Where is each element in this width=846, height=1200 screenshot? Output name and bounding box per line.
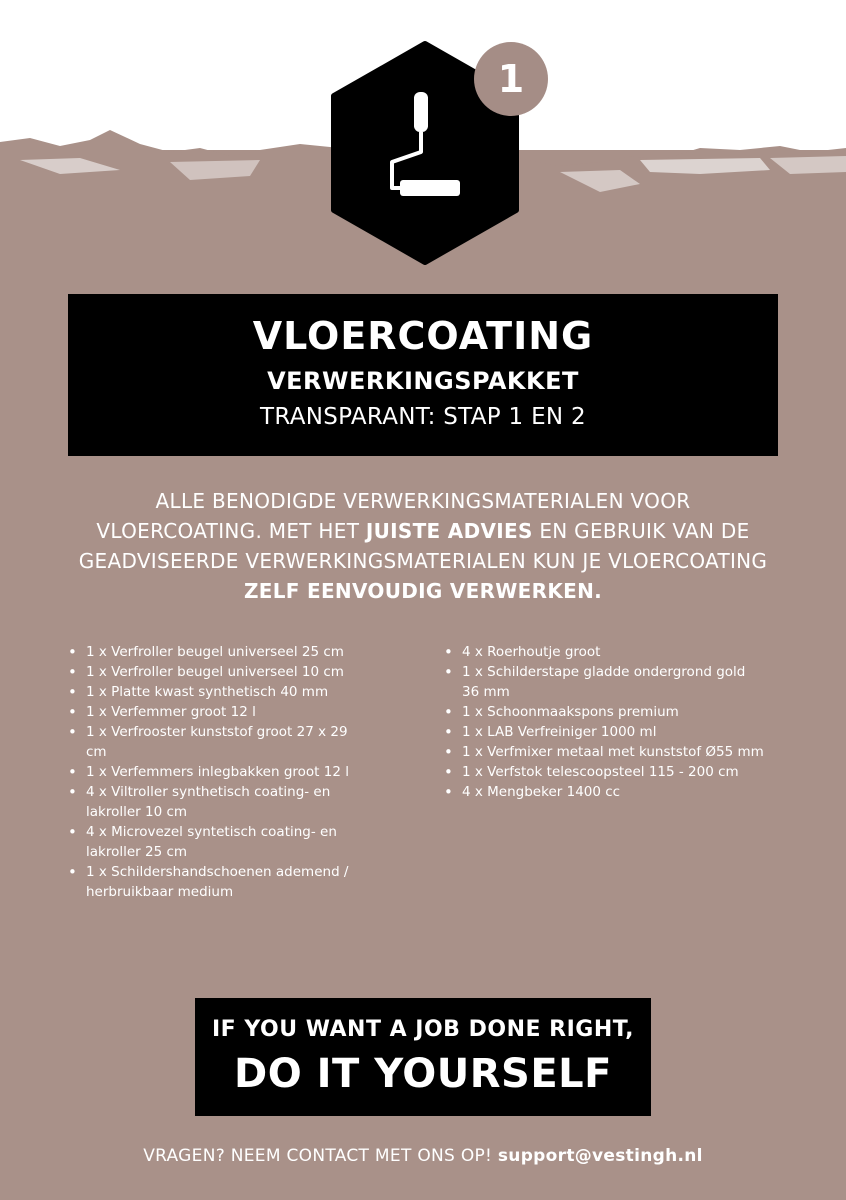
intro-line: ALLE BENODIGDE VERWERKINGSMATERIALEN VOOR — [155, 489, 691, 513]
materials-list-left — [68, 642, 368, 902]
list-item: • 1 x Schoonmaakspons premium — [444, 702, 764, 722]
list-item: • 1 x LAB Verfreiniger 1000 ml — [444, 722, 764, 742]
title-box — [68, 294, 778, 456]
list-item: • 1 x Verfroller beugel universeel 10 cm — [68, 662, 368, 682]
intro-line — [70, 576, 776, 606]
list-item: • 1 x Schilderstape gladde ondergrond gold 36 mm — [444, 662, 764, 702]
intro-emphasis: ZELF EENVOUDIG VERWERKEN. — [243, 579, 603, 603]
list-item: • 1 x Verfemmers inlegbakken groot 12 l — [68, 762, 368, 782]
list-item: • 1 x Platte kwast synthetisch 40 mm — [68, 682, 368, 702]
intro-emphasis: JUISTE ADVIES — [365, 519, 533, 543]
list-item: • 1 x Verfmixer metaal met kunststof Ø55 mm — [444, 742, 764, 762]
materials-list-right — [444, 642, 764, 802]
list-item: • 1 x Verfrooster kunststof groot 27 x 29 cm — [68, 722, 368, 762]
list-item: • 4 x Roerhoutje groot — [444, 642, 764, 662]
list-item: • 1 x Verfstok telescoopsteel 115 - 200 cm — [444, 762, 764, 782]
intro-line: GEADVISEERDE VERWERKINGSMATERIALEN KUN JE VLOERCOATING — [78, 549, 768, 573]
list-item: • 4 x Viltroller synthetisch coating- en lakroller 10 cm — [68, 782, 368, 822]
page-subtitle-variant: TRANSPARANT: STAP 1 EN 2 — [260, 404, 586, 430]
slogan-box — [195, 998, 651, 1116]
list-item: • 4 x Mengbeker 1400 cc — [444, 782, 764, 802]
contact-line — [0, 1146, 846, 1166]
list-item: • 1 x Verfemmer groot 12 l — [68, 702, 368, 722]
intro-line — [70, 516, 776, 546]
list-item: • 4 x Microvezel syntetisch coating- en lakroller 25 cm — [68, 822, 368, 862]
slogan-line-2: DO IT YOURSELF — [234, 1051, 612, 1097]
slogan-line-1: IF YOU WANT A JOB DONE RIGHT, — [211, 1017, 634, 1042]
page-subtitle: VERWERKINGSPAKKET — [267, 367, 579, 395]
list-item: • 1 x Schildershandschoenen ademend / herbruikbaar medium — [68, 862, 368, 902]
contact-text: VRAGEN? NEEM CONTACT MET ONS OP! — [143, 1146, 498, 1166]
step-number-badge: 1 — [474, 42, 548, 116]
support-email-link[interactable]: support@vestingh.nl — [497, 1146, 703, 1166]
intro-fragment: VLOERCOATING. MET HET — [96, 519, 366, 543]
page-title: VLOERCOATING — [252, 314, 594, 358]
intro-fragment: EN GEBRUIK VAN DE — [532, 519, 750, 543]
intro-text — [70, 486, 776, 606]
list-item: • 1 x Verfroller beugel universeel 25 cm — [68, 642, 368, 662]
